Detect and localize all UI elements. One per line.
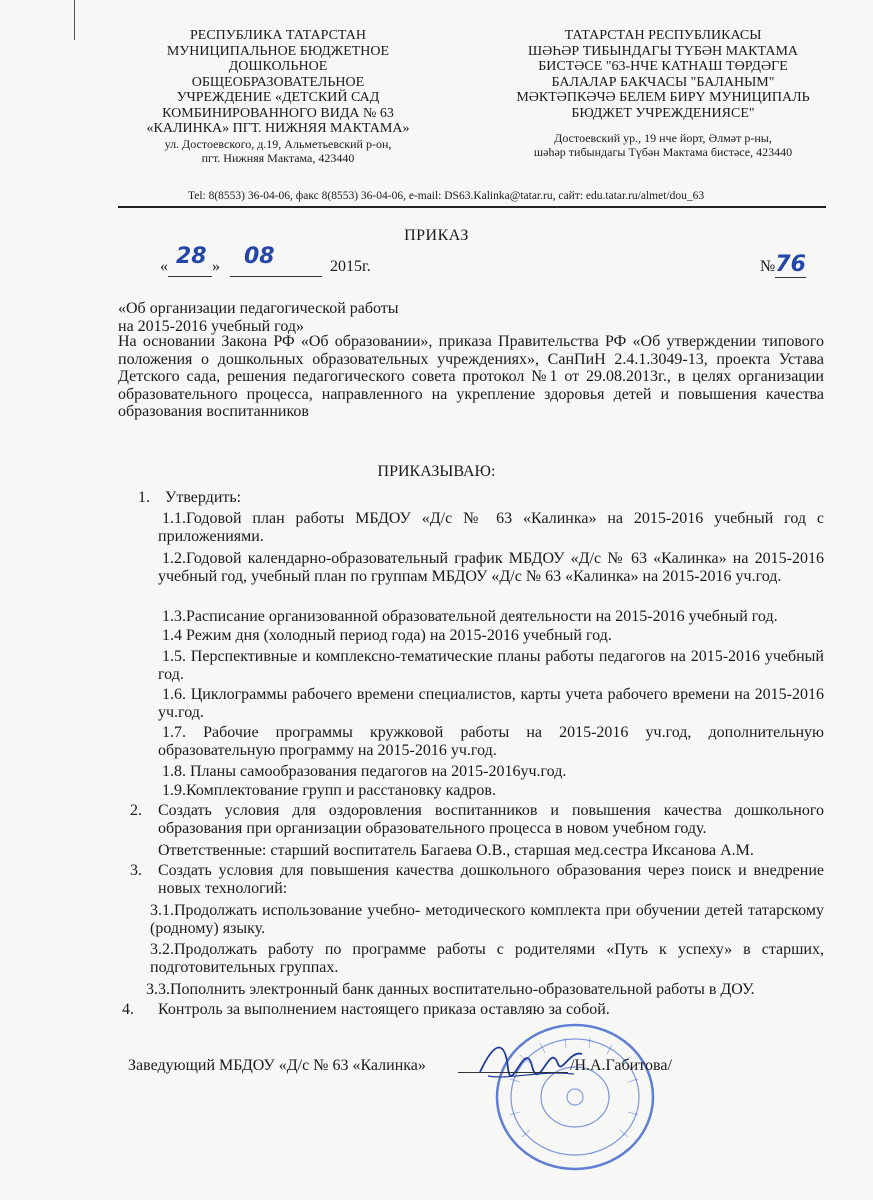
subject-line: «Об организации педагогической работы — [118, 300, 399, 317]
order-number — [760, 252, 806, 278]
item-4: Контроль за выполнением настоящего приказа оставляю за собой. — [158, 1001, 610, 1018]
header-left-line: МУНИЦИПАЛЬНОЕ БЮДЖЕТНОЕ — [166, 43, 390, 59]
preamble: На основании Закона РФ «Об образовании», приказа Правительства РФ «Об утверждении типового положения о дошкольных образовательных учреждениях», СанПиН 2.4.1.3049-13, проекта Устава Детского сада, решения педагогического совета протокол №1 от 29.08.2013г., в целях организации образовательного процесса, направленного на укрепление здоровья детей и повышения качества образования воспитанников — [118, 333, 824, 420]
header-right-line: БЮДЖЕТ УЧРЕЖДЕНИЯСЕ" — [571, 105, 755, 121]
signature-line — [458, 1072, 568, 1073]
header-left-address: ул. Достоевского, д.19, Альметьевский р-он, — [164, 136, 392, 151]
item-3-2: 3.2.Продолжать работу по программе работы с родителями «Путь к успеху» в старших, подготовительных группах. — [150, 941, 824, 976]
order-word: ПРИКАЗЫВАЮ: — [377, 463, 496, 480]
date-day: 28 — [176, 244, 207, 269]
header-right-line: ШӘҺӘР ТИБЫНДАГЫ ТҮБӘН МАКТАМА — [527, 43, 799, 59]
item-1-7: 1.7. Рабочие программы кружковой работы на 2015-2016 уч.год, дополнительную образовательную программу на 2015-2016 уч.год. — [158, 724, 824, 759]
header-right-line: БИСТӘСЕ "63-НЧЕ КАТНАШ ТӨРДӘГЕ — [538, 59, 788, 74]
date-close-quote: » — [212, 258, 220, 275]
number-sign: № — [760, 258, 776, 275]
item-1-5: 1.5. Перспективные и комплексно-тематические планы работы педагогов на 2015-2016 учебный год. — [158, 648, 824, 683]
item-3-1: 3.1.Продолжать использование учебно- методического комплекта при обучении детей татарскому (родному) языку. — [150, 902, 824, 937]
date-year: 2015г. — [330, 258, 371, 275]
header-left-line: РЕСПУБЛИКА ТАТАРСТАН — [189, 28, 366, 43]
item-3: Создать условия для повышения качества дошкольного образования через поиск и внедрение новых технологий: — [158, 862, 824, 897]
header-right — [498, 28, 828, 159]
header-left — [128, 28, 428, 165]
header-left-line: КОМБИНИРОВАННОГО ВИДА № 63 — [162, 105, 394, 121]
date-line — [160, 244, 371, 277]
header-right-address: Достоевский ур., 19 нче йорт, Әлмәт р-ны, — [554, 131, 772, 145]
header-left-line: УЧРЕЖДЕНИЕ «ДЕТСКИЙ САД — [176, 90, 380, 105]
item-2-responsible: Ответственные: старший воспитатель Багаева О.В., старшая мед.сестра Иксанова А.М. — [158, 842, 754, 859]
date-month: 08 — [244, 244, 275, 269]
subject-line: на 2015-2016 учебный год» — [118, 318, 304, 335]
item-1-3: 1.3.Расписание организованной образовательной деятельности на 2015-2016 учебный год. — [162, 608, 778, 625]
item-3-3: 3.3.Пополнить электронный банк данных воспитательно-образовательной работы в ДОУ. — [146, 981, 755, 998]
item-number: 2. — [130, 802, 142, 819]
date-month-field — [230, 244, 322, 277]
margin-line — [74, 0, 75, 40]
item-1-4: 1.4 Режим дня (холодный период года) на 2015-2016 учебный год. — [162, 627, 612, 644]
item-1-1: 1.1.Годовой план работы МБДОУ «Д/с № 63 «Калинка» на 2015-2016 учебный год с приложениями. — [158, 510, 824, 545]
date-open-quote: « — [160, 258, 168, 275]
item-number: 1. — [138, 489, 150, 506]
header-rule — [118, 206, 826, 208]
signatory-position: Заведующий МБДОУ «Д/с № 63 «Калинка» — [128, 1057, 426, 1074]
header-left-line: «КАЛИНКА» ПГТ. НИЖНЯЯ МАКТАМА» — [146, 121, 410, 136]
item-1-8: 1.8. Планы самообразования педагогов на 2015-2016уч.год. — [162, 763, 567, 780]
item-number: 4. — [122, 1001, 134, 1018]
signature-block — [128, 1057, 426, 1075]
contacts-line: Tel: 8(8553) 36-04-06, факс 8(8553) 36-04-06, e-mail: DS63.Kalinka@tatar.ru, сайт: edu.tatar.ru/almet/dou_63 — [188, 190, 705, 202]
header-left-line: ОБЩЕОБРАЗОВАТЕЛЬНОЕ — [191, 74, 365, 90]
date-day-field — [168, 244, 212, 277]
item-2: Создать условия для оздоровления воспитанников и повышения качества дошкольного образования при организации образовательного процесса в новом учебном году. — [158, 802, 824, 837]
item-1-2: 1.2.Годовой календарно-образовательный график МБДОУ «Д/с № 63 «Калинка» на 2015-2016 учебный год, учебный план по группам МБДОУ «Д/с № 63 «Калинка» на 2015-2016 уч.год. — [158, 550, 824, 585]
header-left-line: ДОШКОЛЬНОЕ — [228, 59, 328, 74]
number-value: 76 — [775, 252, 806, 277]
order-subject — [118, 300, 399, 336]
item-1-6: 1.6. Циклограммы рабочего времени специалистов, карты учета рабочего времени на 2015-2016 уч.год. — [158, 686, 824, 721]
document-title: ПРИКАЗ — [404, 227, 469, 244]
item-number: 3. — [130, 862, 142, 879]
header-left-address: пгт. Нижняя Мактама, 423440 — [201, 150, 355, 165]
header-right-address: шәһәр тибындагы Түбән Мактама бистәсе, 423440 — [533, 145, 793, 159]
item-1: Утвердить: — [165, 489, 242, 506]
header-right-line: БАЛАЛАР БАКЧАСЫ "БАЛАНЫМ" — [551, 74, 775, 90]
item-1-9: 1.9.Комплектование групп и расстановку кадров. — [162, 782, 496, 799]
header-right-line: ТАТАРСТАН РЕСПУБЛИКАСЫ — [564, 28, 762, 43]
signatory-name: /Н.А.Габитова/ — [570, 1057, 672, 1074]
header-right-line: МӘКТӘПКӘЧӘ БЕЛЕМ БИРҮ МУНИЦИПАЛЬ — [516, 90, 810, 105]
